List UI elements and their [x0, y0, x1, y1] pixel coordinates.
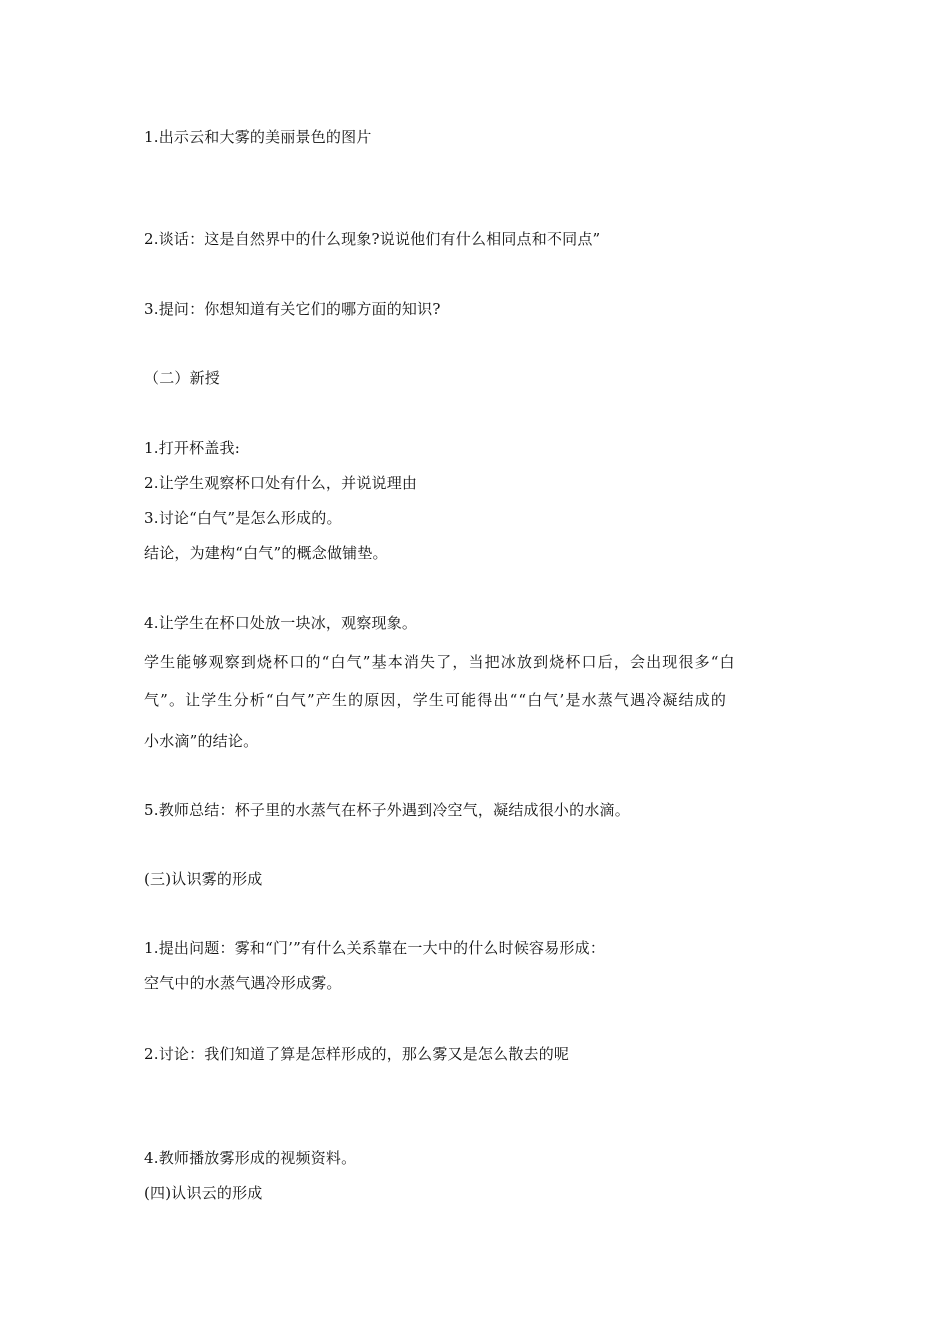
step-play-video: 4.教师播放雾形成的视频资料。	[144, 1149, 357, 1167]
step-3-question: 3.提问：你想知道有关它们的哪方面的知识?	[144, 300, 441, 318]
step-discuss-white-vapor: 3.讨论“白气”是怎么形成的。	[144, 509, 342, 527]
step-discuss-fog-dispersal: 2.讨论：我们知道了算是怎样形成的，那么雾又是怎么散去的呢	[144, 1045, 570, 1063]
conclusion-line: 结论，为建构“白气”的概念做铺垫。	[144, 544, 388, 562]
section-heading-new-lesson: （二）新授	[144, 369, 221, 387]
step-open-lid: 1.打开杯盖我:	[144, 439, 240, 457]
step-ask-question: 1.提出问题：雾和“门’”有什么关系靠在一大中的什么时候容易形成：	[144, 939, 606, 957]
paragraph-line-1: 学生能够观察到烧杯口的“白气”基本消失了，当把冰放到烧杯口后，会出现很多“白	[144, 653, 736, 671]
step-teacher-summary: 5.教师总结：杯子里的水蒸气在杯子外遇到冷空气，凝结成很小的水滴。	[144, 801, 630, 819]
section-heading-fog: (三)认识雾的形成	[144, 870, 263, 888]
step-2-discussion: 2.谈话：这是自然界中的什么现象?说说他们有什么相同点和不同点”	[144, 230, 601, 248]
paragraph-line-2: 气”。让学生分析“白气”产生的原因，学生可能得出““白气’是水蒸气遇冷凝结成的	[144, 691, 727, 709]
step-place-ice: 4.让学生在杯口处放一块冰，观察现象。	[144, 614, 418, 632]
section-heading-cloud: (四)认识云的形成	[144, 1184, 263, 1202]
fog-definition: 空气中的水蒸气遇冷形成雾。	[144, 974, 342, 992]
step-observe-cup-mouth: 2.让学生观察杯口处有什么，并说说理由	[144, 474, 418, 492]
step-1-show-pictures: 1.出示云和大雾的美丽景色的图片	[144, 128, 372, 146]
paragraph-line-3: 小水滴”的结论。	[144, 732, 259, 750]
